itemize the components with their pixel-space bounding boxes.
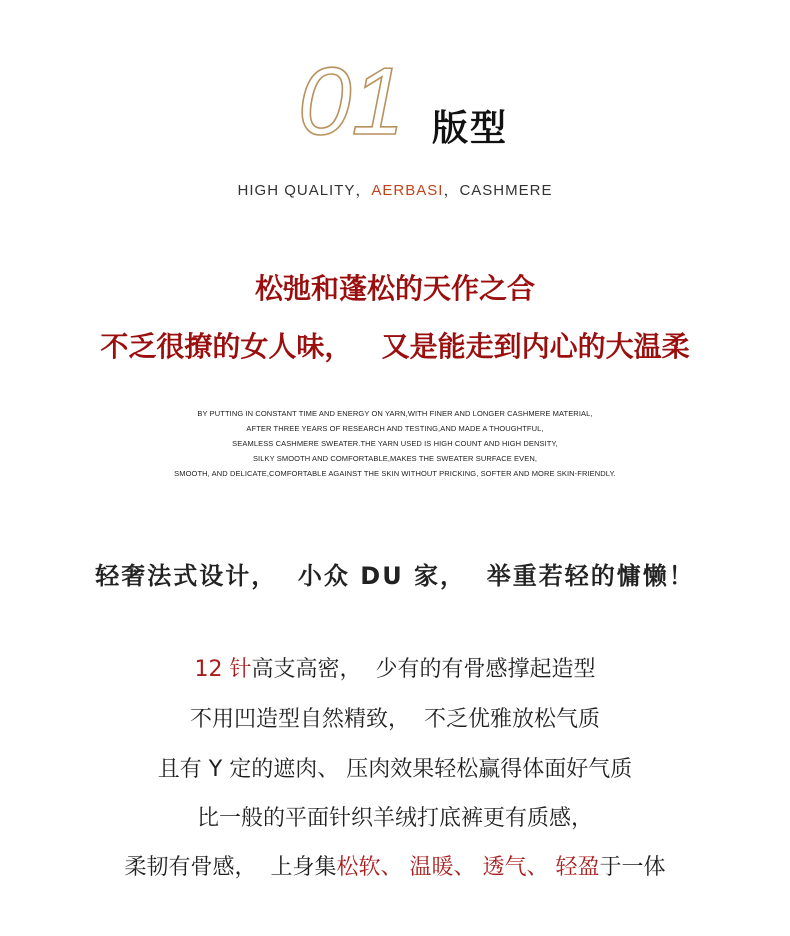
tagline: 轻奢法式设计， 小众 DU 家， 举重若轻的慵懒！ (95, 562, 695, 590)
subtitle-brand: AERBASI (371, 182, 444, 199)
feature-line-4: 比一般的平面针织羊绒打底裤更有质感， (196, 806, 593, 831)
feature-soft: 松软、 (336, 855, 403, 880)
english-line-4: SILKY SMOOTH AND COMFORTABLE,MAKES THE SWEATER SURFACE EVEN, (252, 454, 538, 463)
feature-line-3: 且有 Y 定的遮肉、 压肉效果轻松赢得体面好气质 (157, 757, 633, 782)
feature-breathable: 透气、 (482, 855, 549, 880)
section-number-01 (296, 52, 426, 142)
english-line-2: AFTER THREE YEARS OF RESEARCH AND TESTING,AND MADE A THOUGHTFUL, (246, 424, 544, 433)
feature-line-1-text: 高支高密， 少有的有骨感撑起造型 (251, 657, 596, 682)
feature-warm: 温暖、 (409, 855, 476, 880)
subtitle-part-1: HIGH QUALITY， (237, 182, 372, 199)
headline-1: 松弛和蓬松的天作之合 (254, 272, 535, 305)
feature-line-1-highlight: 12 针 (194, 657, 252, 682)
headline-2: 不乏很撩的女人味， 又是能走到内心的大温柔 (100, 330, 690, 363)
feature-line-5-suffix: 于一体 (599, 855, 666, 880)
english-line-5: SMOOTH, AND DELICATE,COMFORTABLE AGAINST THE SKIN WITHOUT PRICKING, SOFTER AND MORE SKIN-FRIENDLY. (174, 469, 616, 478)
english-paragraph (0, 406, 790, 481)
feature-line-1 (0, 652, 790, 683)
english-line-1: BY PUTTING IN CONSTANT TIME AND ENERGY ON YARN,WITH FINER AND LONGER CASHMERE MATERIAL, (197, 409, 593, 418)
section-number-text: 01 (298, 52, 405, 142)
english-line-3: SEAMLESS CASHMERE SWEATER.THE YARN USED IS HIGH COUNT AND HIGH DENSITY, (232, 439, 558, 448)
feature-line-2: 不用凹造型自然精致， 不乏优雅放松气质 (190, 707, 600, 732)
subtitle-part-3: ，CASHMERE (443, 182, 553, 199)
subtitle (0, 179, 790, 200)
feature-light: 轻盈 (555, 855, 600, 880)
feature-line-5 (0, 850, 790, 881)
feature-line-5-prefix: 柔韧有骨感， 上身集 (124, 855, 337, 880)
section-title: 版型 (432, 108, 509, 149)
